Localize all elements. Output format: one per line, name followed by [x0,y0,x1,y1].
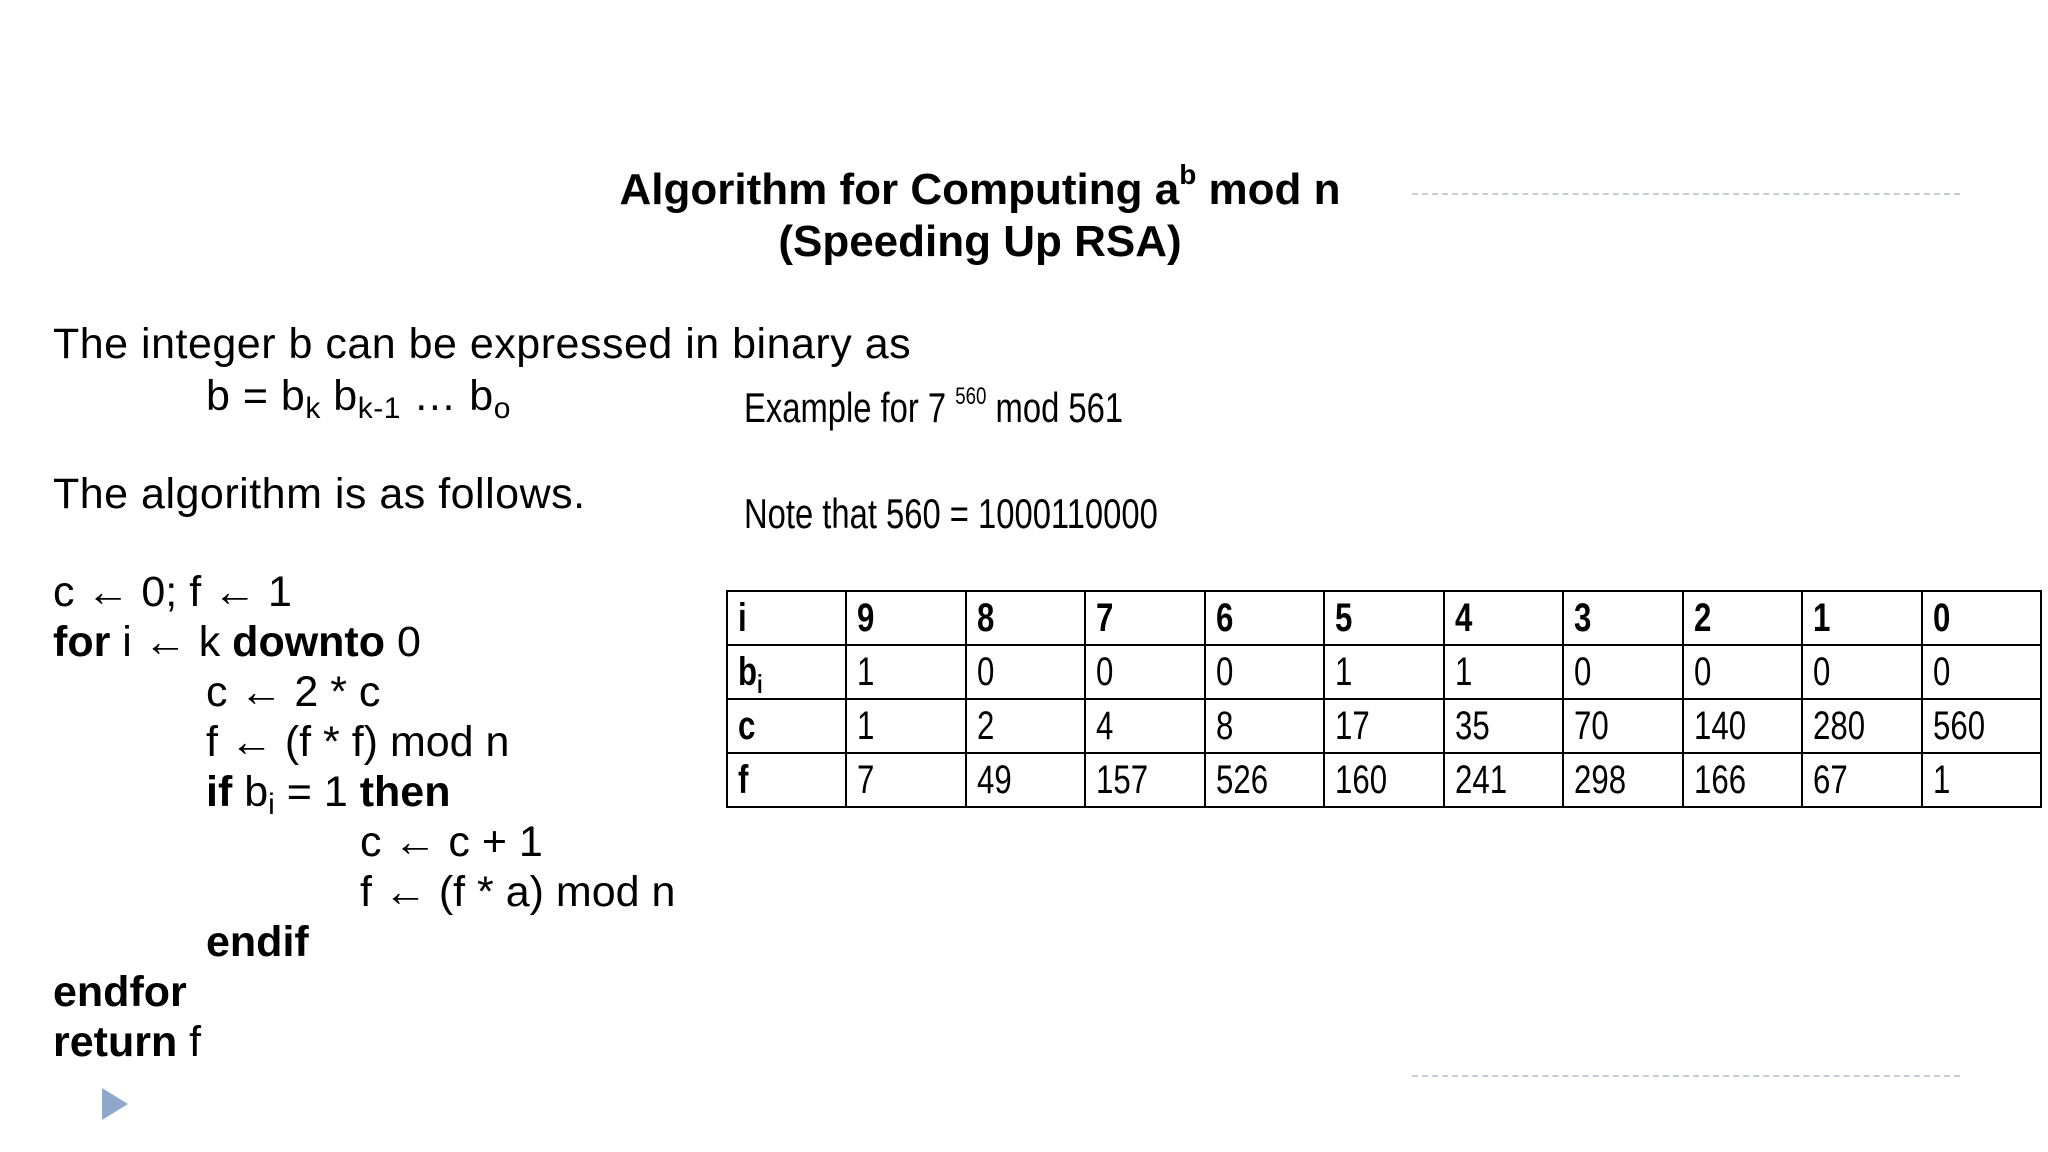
table-cell: 6 [1205,591,1324,645]
table-cell: 7 [846,753,965,807]
algo-line-if: if $b_i = 1$ then [206,768,451,821]
algorithm-intro: The algorithm is as follows. [53,470,586,518]
table-cell: 280 [1802,699,1921,753]
table-cell: 298 [1563,753,1682,807]
table-cell: 166 [1683,753,1802,807]
table-row-i [727,591,2041,645]
table-row-c [727,699,2041,753]
binary-note: Note that 560 = 1000110000 [744,490,1158,537]
row-label-f: f [727,753,846,807]
title-line-2: (Speeding Up RSA) [778,217,1182,266]
top-rule [1412,193,1960,195]
algo-line-init: c ← 0; f ← 1 [53,568,292,616]
table-cell: 2 [966,699,1085,753]
table-cell: 0 [1563,645,1682,699]
table-cell: 1 [1922,753,2041,807]
table-row-b [727,645,2041,699]
table-cell: 160 [1324,753,1443,807]
table-cell: 1 [1802,591,1921,645]
table-cell: 0 [1802,645,1921,699]
title-line-1: Algorithm for Computing $a^b$ mod n [619,159,1341,214]
table-cell: 7 [1085,591,1204,645]
algo-line-for: for i ← k downto 0 [53,618,421,666]
algo-line-increment-c: c ← c + 1 [360,818,543,866]
row-label-c: c [727,699,846,753]
table-cell: 0 [1922,645,2041,699]
algo-line-multiply-f: f ← (f * a) mod n [360,868,676,916]
table-cell: 1 [1444,645,1563,699]
algo-line-endfor: endfor [53,968,187,1016]
example-table [726,590,2042,808]
table-cell: 8 [966,591,1085,645]
bottom-rule [1412,1075,1960,1077]
row-label-b: $b_i$ [727,645,846,699]
table-cell: 49 [966,753,1085,807]
table-cell: 5 [1324,591,1443,645]
table-cell: 0 [1085,645,1204,699]
table-cell: 1 [846,645,965,699]
example-caption: Example for 7 $^{560}$ mod 561 [744,383,1124,431]
algo-line-endif: endif [206,918,309,966]
intro-text: The integer b can be expressed in binary as [53,320,912,368]
table-cell: 4 [1085,699,1204,753]
algo-line-square-f: f ← (f * f) mod n [206,718,510,766]
table-cell: 17 [1324,699,1443,753]
table-cell: 35 [1444,699,1563,753]
table-cell: 157 [1085,753,1204,807]
table-cell: 3 [1563,591,1682,645]
table-cell: 1 [1324,645,1443,699]
row-label-i: i [727,591,846,645]
algo-line-double-c: c ← 2 * c [206,668,381,716]
table-cell: 4 [1444,591,1563,645]
table-cell: 140 [1683,699,1802,753]
table-cell: 0 [1683,645,1802,699]
table-cell: 9 [846,591,965,645]
table-cell: 241 [1444,753,1563,807]
table-cell: 8 [1205,699,1324,753]
table-cell: 67 [1802,753,1921,807]
table-cell: 0 [1205,645,1324,699]
table-cell: 0 [1922,591,2041,645]
table-cell: 70 [1563,699,1682,753]
table-cell: 526 [1205,753,1324,807]
algo-line-return: return f [53,1018,202,1066]
slide-title [540,159,1420,268]
table-cell: 1 [846,699,965,753]
table-cell: 560 [1922,699,2041,753]
table-cell: 2 [1683,591,1802,645]
table-row-f [727,753,2041,807]
table-cell: 0 [966,645,1085,699]
binary-expression: $b = b_k$ $b_{k-1}$ … $b_o$ [206,372,511,425]
play-arrow-icon[interactable] [102,1088,128,1120]
